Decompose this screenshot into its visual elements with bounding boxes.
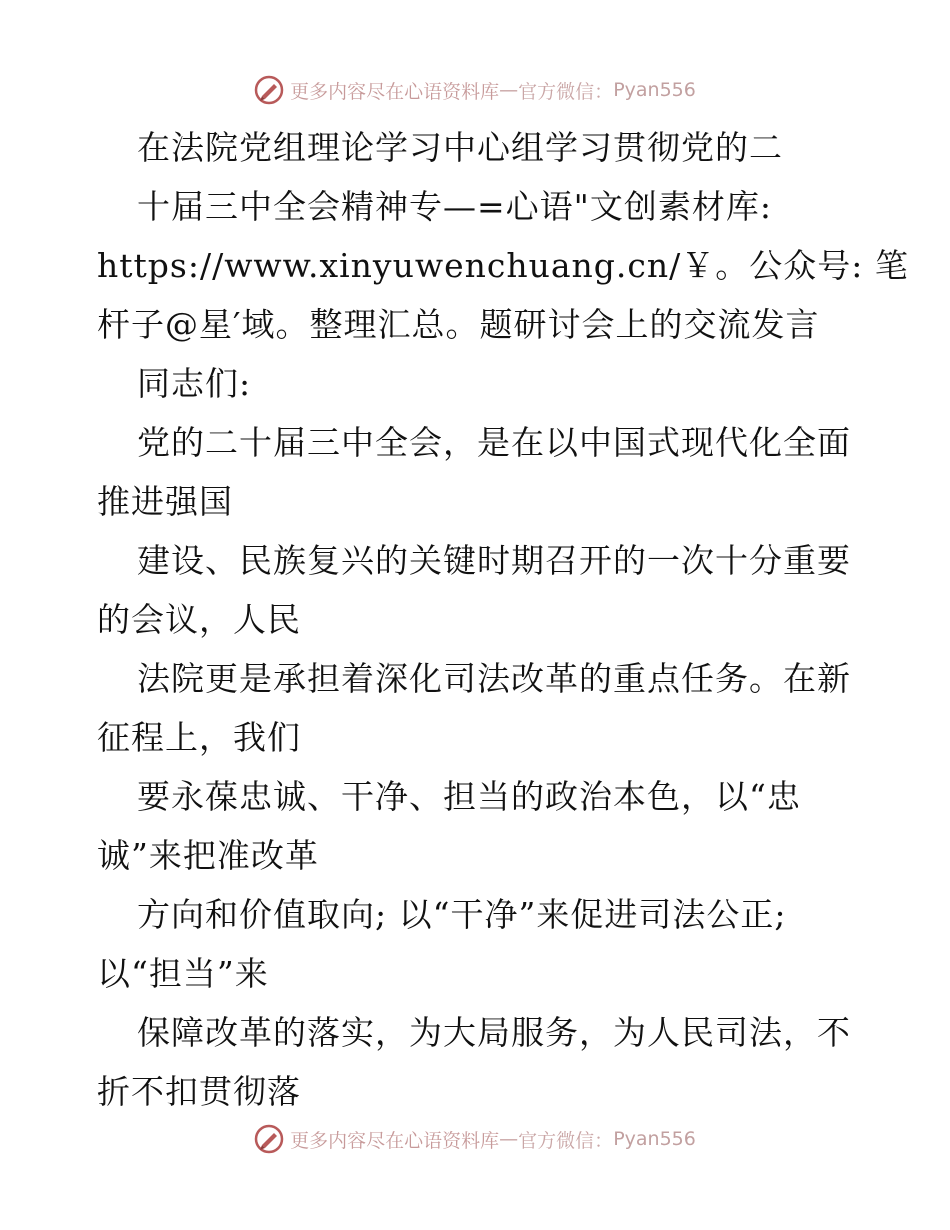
doc-line: 法院更是承担着深化司法改革的重点任务。在新 (137, 659, 851, 698)
doc-line: 方向和价值取向; 以“干净”来促进司法公正; (137, 895, 787, 934)
doc-line: 折不扣贯彻落 (97, 1072, 301, 1111)
footer-wechat-handle: Pyan556 (613, 1128, 696, 1150)
doc-line: 征程上，我们 (97, 718, 301, 757)
doc-line: 在法院党组理论学习中心组学习贯彻党的二 (137, 128, 783, 167)
doc-line: 保障改革的落实，为大局服务，为人民司法，不 (137, 1013, 851, 1052)
pen-logo-icon (254, 1124, 284, 1154)
header-wechat-label: 官方微信： (518, 80, 614, 103)
header-watermark-banner (0, 72, 950, 108)
doc-line: 十届三中全会精神专—=心语"文创素材库: (137, 187, 772, 226)
pen-logo-icon (254, 75, 284, 105)
header-wechat-handle: Pyan556 (613, 79, 696, 101)
document-body (97, 118, 909, 1121)
doc-line: 推进强国 (97, 482, 233, 521)
doc-line: 要永葆忠诚、干净、担当的政治本色，以“忠 (137, 777, 801, 816)
footer-brand-text: 更多内容尽在心语资料库 (290, 1129, 500, 1152)
header-separator: — (499, 79, 519, 101)
doc-line: 杆子@星′域。整理汇总。题研讨会上的交流发言 (97, 305, 820, 344)
doc-line: 建设、民族复兴的关键时期召开的一次十分重要 (137, 541, 851, 580)
doc-line: 的会议，人民 (97, 600, 301, 639)
doc-line: 同志们: (137, 364, 252, 403)
footer-separator: — (499, 1128, 519, 1150)
header-brand-text: 更多内容尽在心语资料库 (290, 80, 500, 103)
doc-line: https://www.xinyuwenchuang.cn/￥。公众号: 笔 (97, 246, 909, 285)
footer-watermark-banner (0, 1121, 950, 1157)
doc-line: 党的二十届三中全会，是在以中国式现代化全面 (137, 423, 851, 462)
footer-wechat-label: 官方微信： (518, 1129, 614, 1152)
doc-line: 以“担当”来 (97, 954, 269, 993)
doc-line: 诚”来把准改革 (97, 836, 319, 875)
